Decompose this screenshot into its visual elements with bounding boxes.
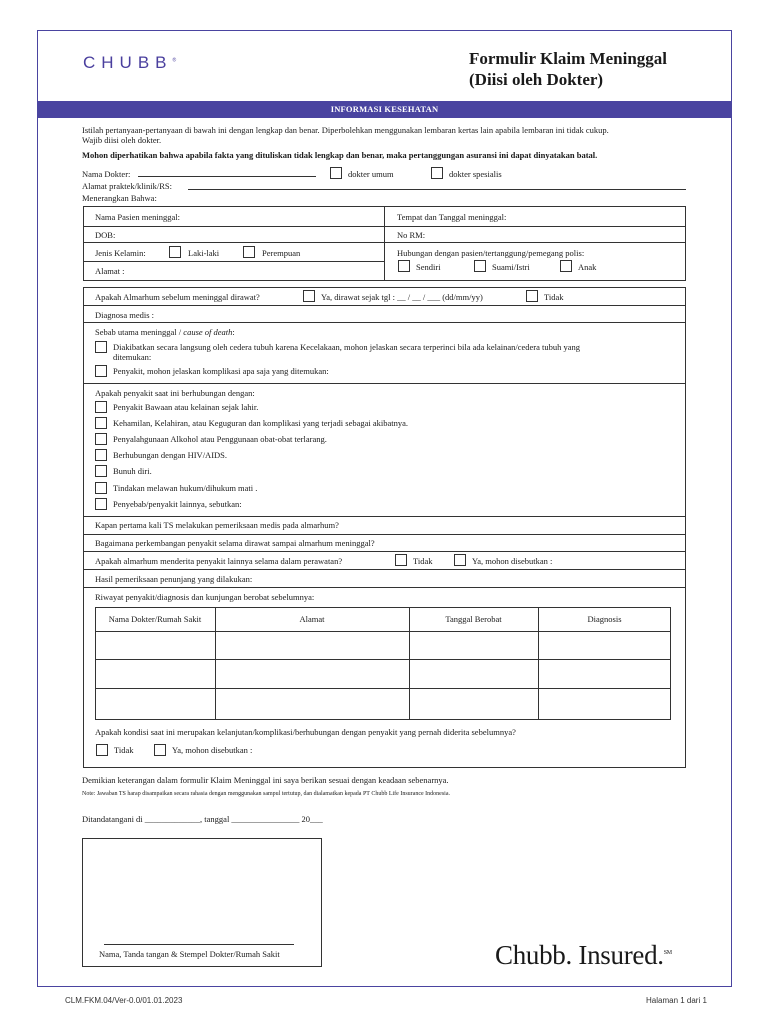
history-col-diagnosis: Diagnosis (587, 614, 622, 624)
spouse-label: Suami/Istri (492, 262, 530, 272)
gender-label: Jenis Kelamin: (95, 248, 146, 258)
signed-at-line[interactable]: Ditandatangani di _____________, tanggal ________________ 20___ (82, 814, 323, 824)
related-item-7: Penyebab/penyakit lainnya, sebutkan: (113, 499, 242, 509)
other-disease-yes-label: Ya, mohon disebutkan : (472, 556, 553, 566)
signature-line (104, 944, 294, 945)
related-checkbox-4[interactable] (95, 449, 107, 461)
treated-question: Apakah Almarhum sebelum meninggal dirawat? (95, 292, 260, 302)
self-label: Sendiri (416, 262, 441, 272)
footer-code: CLM.FKM.04/Ver-0.0/01.01.2023 (65, 996, 183, 1005)
related-item-6: Tindakan melawan hukum/dihukum mati . (113, 483, 258, 493)
related-question: Apakah penyakit saat ini berhubungan dengan: (95, 388, 255, 398)
doctor-name-field[interactable] (138, 176, 316, 177)
chubb-logo: CHUBB® (83, 53, 177, 72)
related-checkbox-6[interactable] (95, 482, 107, 494)
continuation-question: Apakah kondisi saat ini merupakan kelanjutan/komplikasi/berhubungan dengan penyakit yang pernah diderita sebelumnya? (95, 727, 516, 737)
other-disease-no-label: Tidak (413, 556, 433, 566)
signature-label: Nama, Tanda tangan & Stempel Dokter/Rumah Sakit (99, 949, 280, 959)
section-header: INFORMASI KESEHATAN (38, 101, 731, 118)
intro-text: Istilah pertanyaan-pertanyaan di bawah ini dengan lengkap dan benar. Diperbolehkan menggunakan lembaran kertas lain apabila lembaran ini tidak cukup. (82, 125, 609, 135)
cause-accident-label: Diakibatkan secara langsung oleh cedera tubuh karena Kecelakaan, mohon jelaskan secara terperinci bila ada kelainan/cedera tubuh yang (113, 342, 581, 352)
child-label: Anak (578, 262, 597, 272)
general-doctor-label: dokter umum (348, 169, 394, 179)
history-col-doctor: Nama Dokter/Rumah Sakit (108, 614, 202, 624)
signature-box[interactable] (82, 838, 322, 967)
cause-accident-checkbox[interactable] (95, 341, 107, 353)
self-checkbox[interactable] (398, 260, 410, 272)
doctor-name-label: Nama Dokter: (82, 169, 131, 179)
declares-label: Menerangkan Bahwa: (82, 193, 157, 203)
related-item-2: Kehamilan, Kelahiran, atau Keguguran dan komplikasi yang terjadi sebagai akibatnya. (113, 418, 409, 428)
continuation-no-label: Tidak (114, 745, 134, 755)
progress-question: Bagaimana perkembangan penyakit selama dirawat sampai almarhum meninggal? (95, 538, 375, 548)
general-doctor-checkbox[interactable] (330, 167, 342, 179)
female-checkbox[interactable] (243, 246, 255, 258)
support-exam-label: Hasil pemeriksaan penunjang yang dilakukan: (95, 574, 253, 584)
specialist-checkbox[interactable] (431, 167, 443, 179)
address-label: Alamat praktek/klinik/RS: (82, 181, 172, 191)
related-item-1: Penyakit Bawaan atau kelainan sejak lahir. (113, 402, 259, 412)
warning-text: Mohon diperhatikan bahwa apabila fakta yang dituliskan tidak lengkap dan benar, maka pertanggungan asuransi ini dapat dinyatakan batal. (82, 150, 598, 160)
diagnosis-label: Diagnosa medis : (95, 310, 155, 320)
related-checkbox-2[interactable] (95, 417, 107, 429)
no-rm-label: No RM: (397, 230, 426, 240)
related-checkbox-3[interactable] (95, 433, 107, 445)
related-checkbox-1[interactable] (95, 401, 107, 413)
treated-yes-label: Ya, dirawat sejak tgl : __ / __ / ___ (dd/mm/yy) (321, 292, 483, 302)
patient-name-label: Nama Pasien meninggal: (95, 212, 180, 222)
address-field[interactable] (188, 189, 686, 190)
cause-disease-label: Penyakit, mohon jelaskan komplikasi apa saja yang ditemukan: (113, 366, 329, 376)
treated-no-label: Tidak (544, 292, 564, 302)
related-item-4: Berhubungan dengan HIV/AIDS. (113, 450, 228, 460)
other-disease-yes-checkbox[interactable] (454, 554, 466, 566)
intro-text-2: Wajib diisi oleh dokter. (82, 135, 162, 145)
history-col-date: Tanggal Berobat (445, 614, 502, 624)
male-label: Laki-laki (188, 248, 220, 258)
spouse-checkbox[interactable] (474, 260, 486, 272)
related-item-5: Bunuh diri. (113, 466, 152, 476)
cause-disease-checkbox[interactable] (95, 365, 107, 377)
continuation-no-checkbox[interactable] (96, 744, 108, 756)
specialist-label: dokter spesialis (449, 169, 502, 179)
other-disease-no-checkbox[interactable] (395, 554, 407, 566)
closing-note: Note: Jawaban TS harap disampaikan secara rahasia dengan menggunakan sampul tertutup, dan dialamatkan kepada PT Chubb Life Insurance Indonesia. (82, 791, 450, 797)
cause-label: Sebab utama meninggal / cause of death: (95, 327, 235, 337)
related-item-3: Penyalahgunaan Alkohol atau Penggunaan obat-obat terlarang. (113, 434, 327, 444)
female-label: Perempuan (262, 248, 301, 258)
cause-accident-label-2: ditemukan: (113, 352, 152, 362)
child-checkbox[interactable] (560, 260, 572, 272)
footer-page: Halaman 1 dari 1 (646, 996, 707, 1005)
treated-no-checkbox[interactable] (526, 290, 538, 302)
relation-label: Hubungan dengan pasien/tertanggung/pemegang polis: (397, 248, 585, 258)
history-col-address: Alamat (299, 614, 325, 624)
treated-yes-checkbox[interactable] (303, 290, 315, 302)
continuation-yes-label: Ya, mohon disebutkan : (172, 745, 253, 755)
patient-address-label: Alamat : (95, 266, 125, 276)
history-label: Riwayat penyakit/diagnosis dan kunjungan berobat sebelumnya: (95, 592, 315, 602)
dob-label: DOB: (95, 230, 116, 240)
first-exam-question: Kapan pertama kali TS melakukan pemeriksaan medis pada almarhum? (95, 520, 339, 530)
related-checkbox-5[interactable] (95, 465, 107, 477)
form-title: Formulir Klaim Meninggal (Diisi oleh Dokter) (469, 49, 668, 89)
other-disease-question: Apakah almarhum menderita penyakit lainnya selama dalam perawatan? (95, 556, 343, 566)
related-checkbox-7[interactable] (95, 498, 107, 510)
continuation-yes-checkbox[interactable] (154, 744, 166, 756)
closing-statement: Demikian keterangan dalam formulir Klaim Meninggal ini saya berikan sesuai dengan keadaan sebenarnya. (82, 775, 449, 785)
place-date-label: Tempat dan Tanggal meninggal: (397, 212, 507, 222)
chubb-insured-tagline: Chubb. Insured.℠ (495, 940, 672, 970)
male-checkbox[interactable] (169, 246, 181, 258)
